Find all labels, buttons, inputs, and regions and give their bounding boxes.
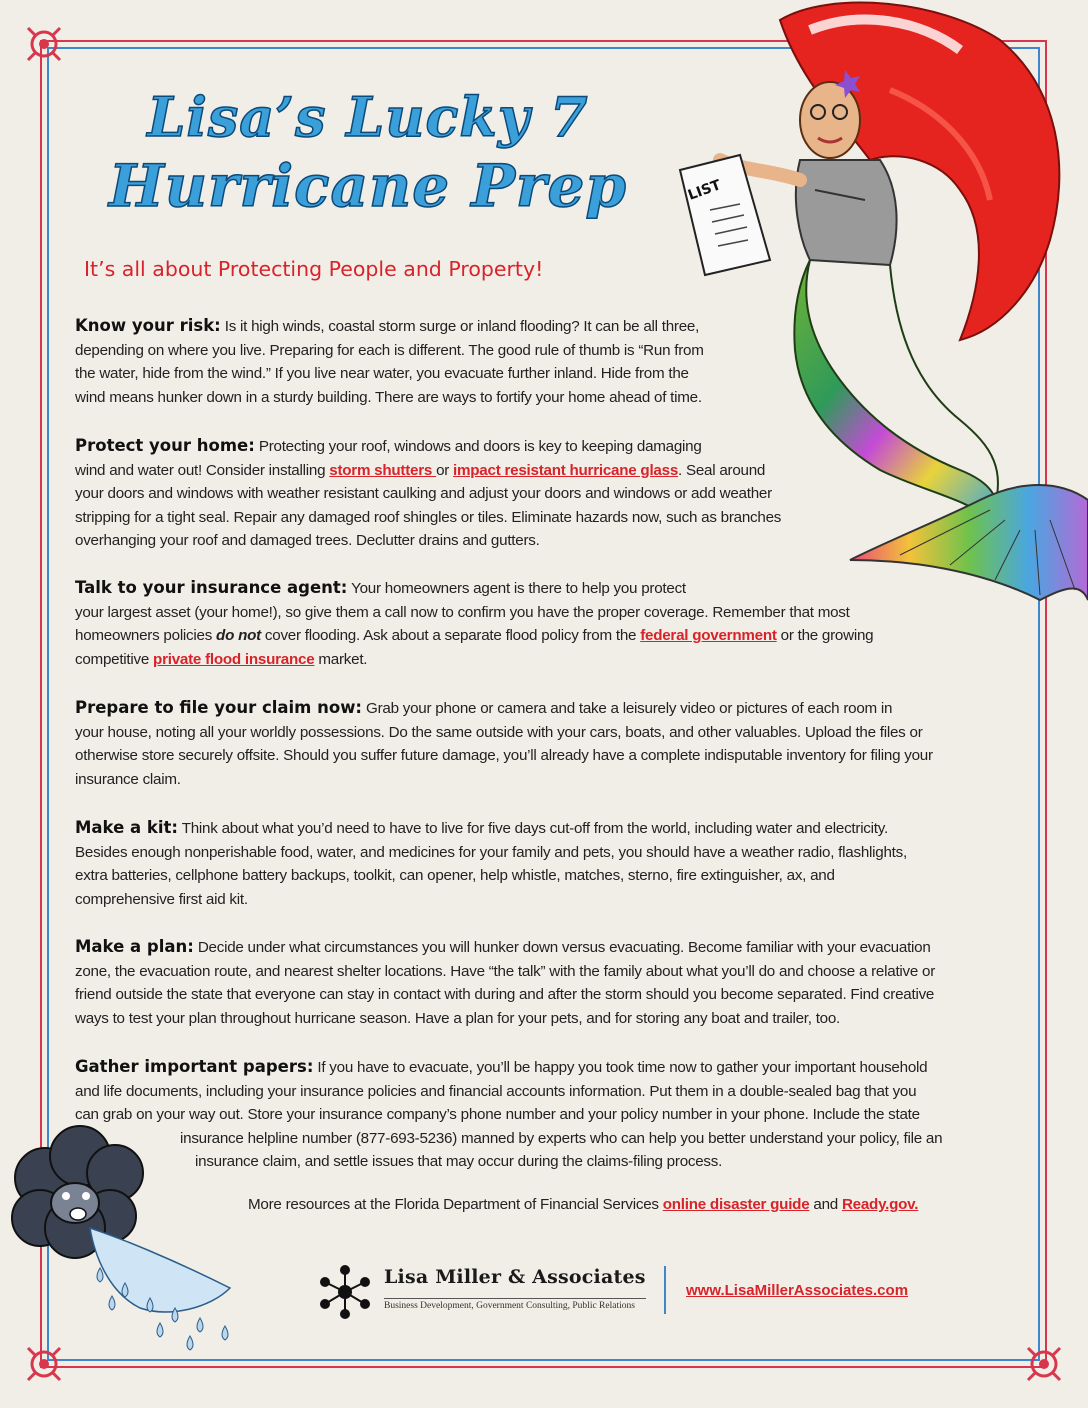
plan-line-4: ways to test your plan throughout hurricane season. Have a plan for your pets, and for storing any boat and trailer, too. xyxy=(75,1009,841,1027)
risk-line-2: depending on where you live. Preparing for each is different. The good rule of thumb is “Run from xyxy=(75,341,704,359)
section-make-kit xyxy=(75,816,1015,911)
impact-glass-link[interactable]: impact resistant hurricane glass xyxy=(453,461,679,479)
resources-and: and xyxy=(809,1196,842,1213)
section-know-risk xyxy=(75,314,1015,409)
private-flood-insurance-link[interactable]: private flood insurance xyxy=(153,650,315,668)
insurance-line-2: your largest asset (your home!), so give them a call now to confirm you have the proper coverage. Remember that most xyxy=(75,603,850,621)
papers-line-1: If you have to evacuate, you’ll be happy you took time now to gather your important household xyxy=(313,1059,928,1076)
title-line-1: Lisa’s Lucky 7 xyxy=(147,85,589,149)
plan-line-2: zone, the evacuation route, and nearest shelter locations. Have “the talk” with the family about what you’ll do and choose a relative or xyxy=(75,962,936,980)
footer-divider xyxy=(664,1266,666,1314)
papers-line-4: insurance helpline number (877-693-5236) manned by experts who can help you better understand your policy, file an xyxy=(180,1129,943,1147)
claim-line-2: your house, noting all your worldly possessions. Do the same outside with your cars, boats, and other valuables. Upload the files or xyxy=(75,723,923,741)
claim-line-1: Grab your phone or camera and take a leisurely video or pictures of each room in xyxy=(362,700,893,717)
risk-line-3: the water, hide from the wind.” If you live near water, you evacuate further inland. Hide from the xyxy=(75,365,689,382)
risk-line-1: Is it high winds, coastal storm surge or inland flooding? It can be all three, xyxy=(220,318,700,335)
kit-line-3: extra batteries, cellphone battery backups, toolkit, can opener, help whistle, matches, sterno, fire extinguisher, ax, and xyxy=(75,867,835,884)
home-line-2c: . Seal around xyxy=(678,461,766,479)
section-protect-home xyxy=(75,434,1015,553)
company-website-link[interactable]: www.LisaMillerAssociates.com xyxy=(686,1282,909,1299)
papers-line-5: insurance claim, and settle issues that may occur during the claims-filing process. xyxy=(195,1153,723,1170)
storm-shutters-link[interactable]: storm shutters xyxy=(329,461,437,479)
section-make-plan xyxy=(75,935,1015,1030)
heading-important-papers: Gather important papers: xyxy=(75,1057,314,1076)
heading-insurance-agent: Talk to your insurance agent: xyxy=(75,578,348,597)
page-title xyxy=(108,84,628,222)
papers-line-2: and life documents, including your insurance policies and financial accounts information. Put them in a double-sealed bag that you xyxy=(75,1082,917,1100)
claim-line-4: insurance claim. xyxy=(75,770,181,788)
logo-emblem-icon xyxy=(314,1262,376,1322)
home-line-2b: or xyxy=(436,461,454,479)
heading-make-kit: Make a kit: xyxy=(75,818,179,837)
home-line-1: Protecting your roof, windows and doors is key to keeping damaging xyxy=(254,438,702,455)
kit-line-2: Besides enough nonperishable food, water, and medicines for your family and pets, you should have a weather radio, flashlights, xyxy=(75,843,907,861)
list-sign-text: LIST xyxy=(685,177,724,204)
storm-cloud-illustration xyxy=(0,1118,260,1354)
plan-line-1: Decide under what circumstances you will hunker down versus evacuating. Become familiar with your evacuation xyxy=(193,939,931,956)
insurance-line-4a: competitive xyxy=(75,650,154,668)
insurance-line-3a: homeowners policies xyxy=(75,627,217,644)
company-name: Lisa Miller & Associates xyxy=(384,1266,646,1288)
home-line-2a: wind and water out! Consider installing xyxy=(75,461,330,479)
ready-gov-link[interactable]: Ready.gov. xyxy=(841,1196,919,1213)
insurance-line-1: Your homeowners agent is there to help you protect xyxy=(347,580,686,597)
insurance-line-3b: cover flooding. Ask about a separate flood policy from the xyxy=(260,627,641,644)
heading-know-risk: Know your risk: xyxy=(75,316,221,335)
section-file-claim xyxy=(75,696,1015,791)
do-not-emphasis: do not xyxy=(216,627,261,644)
insurance-line-3c: or the growing xyxy=(776,627,874,644)
subtitle: It’s all about Protecting People and Property! xyxy=(84,257,544,281)
heading-protect-home: Protect your home: xyxy=(75,436,255,455)
home-line-4: stripping for a tight seal. Repair any damaged roof shingles or tiles. Eliminate hazards now, such as branches xyxy=(75,508,782,526)
resources-line xyxy=(248,1196,918,1213)
heading-make-plan: Make a plan: xyxy=(75,937,194,956)
online-disaster-guide-link[interactable]: online disaster guide xyxy=(662,1196,810,1213)
federal-government-link[interactable]: federal government xyxy=(640,627,777,644)
section-insurance-agent xyxy=(75,576,1015,671)
title-line-2: Hurricane Prep xyxy=(109,152,627,220)
papers-line-3: can grab on your way out. Store your insurance company’s phone number and your policy number in your phone. Include the state xyxy=(75,1106,920,1123)
corner-ornament-bottom-right xyxy=(1024,1344,1064,1384)
corner-ornament-top-left xyxy=(24,24,64,64)
company-tagline: Business Development, Government Consulting, Public Relations xyxy=(384,1298,646,1311)
plan-line-3: friend outside the state that everyone can stay in contact with during and after the storm should you become separated. Find creative xyxy=(75,986,935,1003)
resources-text: More resources at the Florida Department of Financial Services xyxy=(248,1196,663,1213)
claim-line-3: otherwise store securely offsite. Should you suffer future damage, you’ll already have a complete indisputable inventory for filing your xyxy=(75,747,933,764)
kit-line-1: Think about what you’d need to have to live for five days cut-off from the world, including water and electricity. xyxy=(178,820,888,837)
risk-line-4: wind means hunker down in a sturdy building. There are ways to fortify your home ahead of time. xyxy=(75,388,702,406)
kit-line-4: comprehensive first aid kit. xyxy=(75,890,248,908)
insurance-line-4b: market. xyxy=(314,650,368,668)
company-logo xyxy=(314,1262,650,1322)
home-line-5: overhanging your roof and damaged trees. Declutter drains and gutters. xyxy=(75,532,540,549)
heading-file-claim: Prepare to file your claim now: xyxy=(75,698,363,717)
home-line-3: your doors and windows with weather resistant caulking and adjust your doors and windows or add weather xyxy=(75,485,772,502)
